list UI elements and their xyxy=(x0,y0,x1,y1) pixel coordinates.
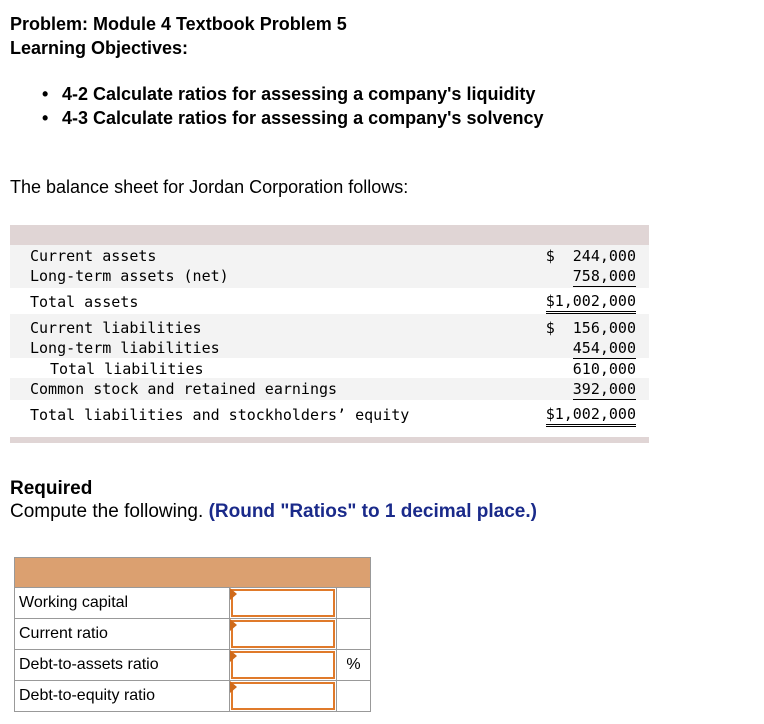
bs-amount-common-stock: 392,000 xyxy=(572,380,636,398)
answer-table-header xyxy=(15,558,371,588)
bs-amount-current-assets: $ 244,000 xyxy=(545,247,636,265)
balance-sheet-footer-band xyxy=(10,437,649,443)
answer-unit xyxy=(337,619,371,650)
objective-item: • 4-3 Calculate ratios for assessing a company's solvency xyxy=(42,108,544,128)
input-marker-icon xyxy=(230,588,237,600)
rounding-note: (Round "Ratios" to 1 decimal place.) xyxy=(208,501,537,522)
intro-text: The balance sheet for Jordan Corporation follows: xyxy=(10,177,409,197)
answer-label: Current ratio xyxy=(15,619,230,650)
answer-label: Debt-to-assets ratio xyxy=(15,650,230,681)
answer-unit xyxy=(337,681,371,712)
bs-label-total-liabilities-equity: Total liabilities and stockholders’ equity xyxy=(30,406,410,424)
bs-label-current-assets: Current assets xyxy=(30,247,157,265)
bullet-icon: • xyxy=(42,84,49,104)
answer-unit xyxy=(337,588,371,619)
bs-label-total-assets: Total assets xyxy=(30,293,139,311)
debt-to-assets-input[interactable] xyxy=(230,650,337,681)
bs-label-long-term-assets: Long-term assets (net) xyxy=(30,267,229,285)
input-marker-icon xyxy=(230,681,237,693)
bs-amount-total-liabilities-equity: $1,002,000 xyxy=(546,404,636,427)
bullet-icon: • xyxy=(42,108,49,128)
balance-sheet-header-band xyxy=(10,225,649,245)
bs-amount-long-term-assets: 758,000 xyxy=(572,267,636,285)
bs-amount-current-liabilities: $ 156,000 xyxy=(545,319,636,337)
answer-row-debt-to-equity xyxy=(15,681,371,712)
current-ratio-input[interactable] xyxy=(230,619,337,650)
input-marker-icon xyxy=(230,619,237,631)
bs-amount-long-term-liabilities: 454,000 xyxy=(572,339,636,357)
objective-item: • 4-2 Calculate ratios for assessing a company's liquidity xyxy=(42,84,536,104)
objectives-heading: Learning Objectives: xyxy=(10,38,189,58)
bs-amount-total-assets: $1,002,000 xyxy=(546,291,636,314)
answer-table xyxy=(14,557,371,712)
bs-label-total-liabilities: Total liabilities xyxy=(50,360,204,378)
working-capital-input[interactable] xyxy=(230,588,337,619)
bs-label-common-stock: Common stock and retained earnings xyxy=(30,380,338,398)
input-marker-icon xyxy=(230,650,237,662)
answer-row-debt-to-assets xyxy=(15,650,371,681)
answer-label: Debt-to-equity ratio xyxy=(15,681,230,712)
answer-row-working-capital xyxy=(15,588,371,619)
required-heading: Required xyxy=(10,478,93,499)
answer-label: Working capital xyxy=(15,588,230,619)
bs-label-current-liabilities: Current liabilities xyxy=(30,319,202,337)
bs-amount-total-liabilities: 610,000 xyxy=(572,360,636,378)
objectives-list xyxy=(38,82,544,130)
debt-to-equity-input[interactable] xyxy=(230,681,337,712)
percent-unit: % xyxy=(337,650,371,681)
bs-label-long-term-liabilities: Long-term liabilities xyxy=(30,339,220,357)
answer-row-current-ratio xyxy=(15,619,371,650)
problem-title: Problem: Module 4 Textbook Problem 5 xyxy=(10,14,347,34)
instruction-text: Compute the following. (Round "Ratios" to 1 decimal place.) xyxy=(10,501,537,522)
